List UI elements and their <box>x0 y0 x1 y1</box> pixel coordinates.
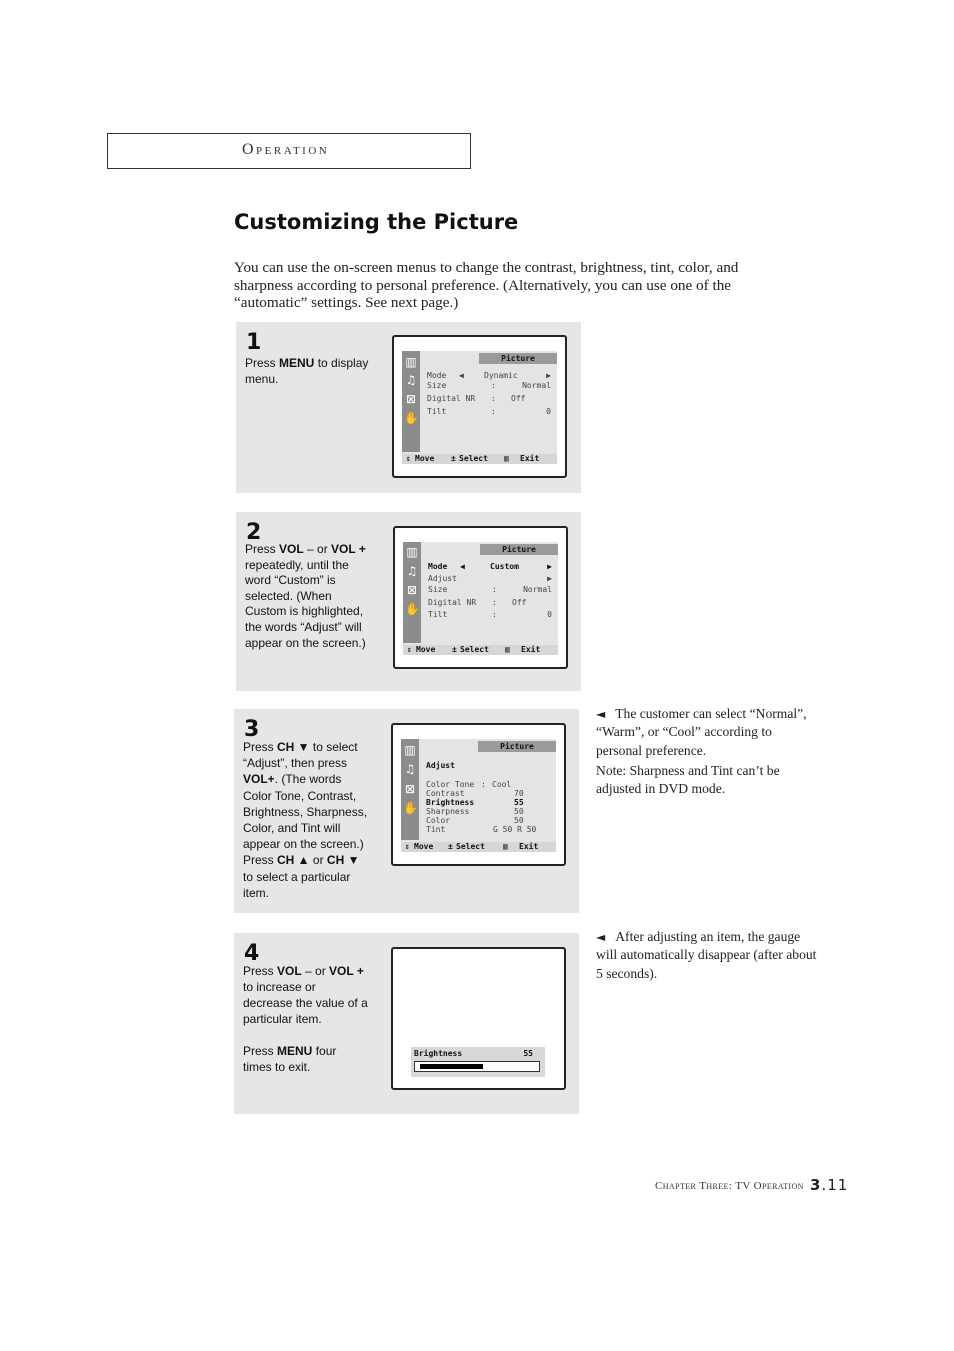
channel-icon: ⊠ <box>405 392 417 406</box>
select-icon: ± <box>448 842 453 851</box>
gauge-fill <box>420 1064 483 1069</box>
footer-select: Select <box>456 842 485 851</box>
step-4-text <box>243 963 368 1075</box>
note-arrow-icon: ◄ <box>596 930 606 944</box>
footer-exit: Exit <box>519 842 539 851</box>
footer-move: Move <box>416 645 436 654</box>
osd-menu <box>401 739 556 852</box>
osd-row: Size : Normal <box>427 381 551 390</box>
osd-row: Tint G 50 R 50 <box>426 825 537 834</box>
sound-icon: ♫ <box>405 373 417 387</box>
osd-row: Sharpness 50 <box>426 807 524 816</box>
osd-menu <box>403 542 558 655</box>
step-number: 4 <box>244 941 260 966</box>
select-icon: ± <box>452 645 457 654</box>
footer-exit: Exit <box>520 454 540 463</box>
osd-sidebar <box>402 351 420 452</box>
channel-icon: ⊠ <box>406 583 418 597</box>
picture-icon: ▥ <box>406 545 418 559</box>
osd-footer <box>402 454 557 464</box>
note-dvd-mode: Note: Sharpness and Tint can’t be adjusted in DVD mode. <box>596 763 780 797</box>
step-3-panel <box>234 709 579 913</box>
note-text: The customer can select “Normal”, “Warm”, or “Cool” according to personal preference. <box>596 706 807 758</box>
exit-icon: ▥ <box>503 842 508 851</box>
step-4-paragraph-1: Press VOL – or VOL + to increase or decrease the value of a particular item. <box>243 964 368 1026</box>
osd-row: Adjust ▶ <box>428 574 552 583</box>
osd-row: Mode ◀ Dynamic ▶ <box>427 371 551 380</box>
osd-row-selected: Mode ◀ Custom ▶ <box>428 562 552 571</box>
setup-icon: ✋ <box>403 801 418 815</box>
move-icon: ⇕ <box>406 454 411 463</box>
picture-icon: ▥ <box>404 743 416 757</box>
step-1-panel <box>236 322 581 493</box>
picture-icon: ▥ <box>405 355 417 369</box>
move-icon: ⇕ <box>405 842 410 851</box>
footer-move: Move <box>414 842 434 851</box>
step-4-paragraph-2: Press MENU four times to exit. <box>243 1044 337 1074</box>
osd-row: Color Tone : Cool <box>426 780 512 789</box>
osd-subtitle: Adjust <box>426 761 455 770</box>
intro-paragraph: You can use the on-screen menus to change the contrast, brightness, tint, color, and sharpness according to personal preference. (Alternatively, you can use one of the “automatic” settings. See next page.) <box>234 259 739 311</box>
page-number-chapter: 3 <box>810 1176 822 1194</box>
note-gauge <box>596 928 824 983</box>
tv-screen <box>392 335 567 478</box>
gauge-track <box>414 1061 540 1072</box>
sound-icon: ♫ <box>404 762 416 776</box>
step-number: 1 <box>246 330 262 355</box>
step-4-panel <box>234 933 579 1114</box>
note-text: After adjusting an item, the gauge will automatically disappear (after about 5 seconds). <box>596 929 817 981</box>
page-number-page: .11 <box>821 1176 849 1194</box>
gauge-label: Brightness <box>414 1049 463 1058</box>
channel-icon: ⊠ <box>404 782 416 796</box>
footer-exit: Exit <box>521 645 541 654</box>
tv-screen <box>391 723 566 866</box>
osd-row: Size : Normal <box>428 585 552 594</box>
osd-sidebar <box>401 739 419 840</box>
page-title: Customizing the Picture <box>234 210 519 234</box>
osd-menu <box>402 351 557 464</box>
setup-icon: ✋ <box>404 411 419 425</box>
text-part: Press <box>245 356 280 370</box>
osd-row: Digital NR : Off <box>428 598 527 607</box>
tv-screen <box>393 526 568 669</box>
osd-header: Picture <box>480 544 558 555</box>
move-icon: ⇕ <box>407 645 412 654</box>
osd-row: Tilt : 0 <box>427 407 551 416</box>
setup-icon: ✋ <box>405 602 420 616</box>
osd-sidebar <box>403 542 421 643</box>
step-number: 3 <box>244 717 260 742</box>
osd-footer <box>401 842 556 852</box>
osd-footer <box>403 645 558 655</box>
step-2-text: Press VOL – or VOL + repeatedly, until the word “Custom” is selected. (When Custom is highlighted, the words “Adjust” will appear on the screen.) <box>245 542 366 650</box>
page-number <box>810 1176 848 1194</box>
gauge-value: 55 <box>523 1049 533 1058</box>
exit-icon: ▥ <box>505 645 510 654</box>
step-1-text <box>245 356 380 387</box>
text-part: to display menu. <box>245 356 369 386</box>
osd-row: Digital NR : Off <box>427 394 526 403</box>
step-2-panel <box>236 512 581 691</box>
osd-header: Picture <box>478 741 556 752</box>
osd-row: Color 50 <box>426 816 524 825</box>
step-number: 2 <box>246 520 262 545</box>
note-color-tone <box>596 705 818 760</box>
gauge-panel <box>411 1047 545 1077</box>
text-key: MENU <box>279 356 315 370</box>
osd-row-selected: Brightness 55 <box>426 798 524 807</box>
osd-header: Picture <box>479 353 557 364</box>
note-arrow-icon: ◄ <box>596 707 606 721</box>
osd-row: Contrast 70 <box>426 789 524 798</box>
step-3-text: Press CH ▼ to select “Adjust”, then press VOL+. (The words Color Tone, Contrast, Brightness, Sharpness, Color, and Tint will appear on the screen.) Press CH ▲ or CH ▼ to select a particular item. <box>243 740 368 900</box>
select-icon: ± <box>451 454 456 463</box>
footer-move: Move <box>415 454 435 463</box>
footer-select: Select <box>460 645 489 654</box>
osd-row: Tilt : 0 <box>428 610 552 619</box>
section-label: Operation <box>242 141 330 158</box>
sound-icon: ♫ <box>406 564 418 578</box>
exit-icon: ▥ <box>504 454 509 463</box>
tv-screen <box>391 947 566 1090</box>
footer-select: Select <box>459 454 488 463</box>
footer-chapter: Chapter Three: TV Operation <box>655 1180 804 1192</box>
